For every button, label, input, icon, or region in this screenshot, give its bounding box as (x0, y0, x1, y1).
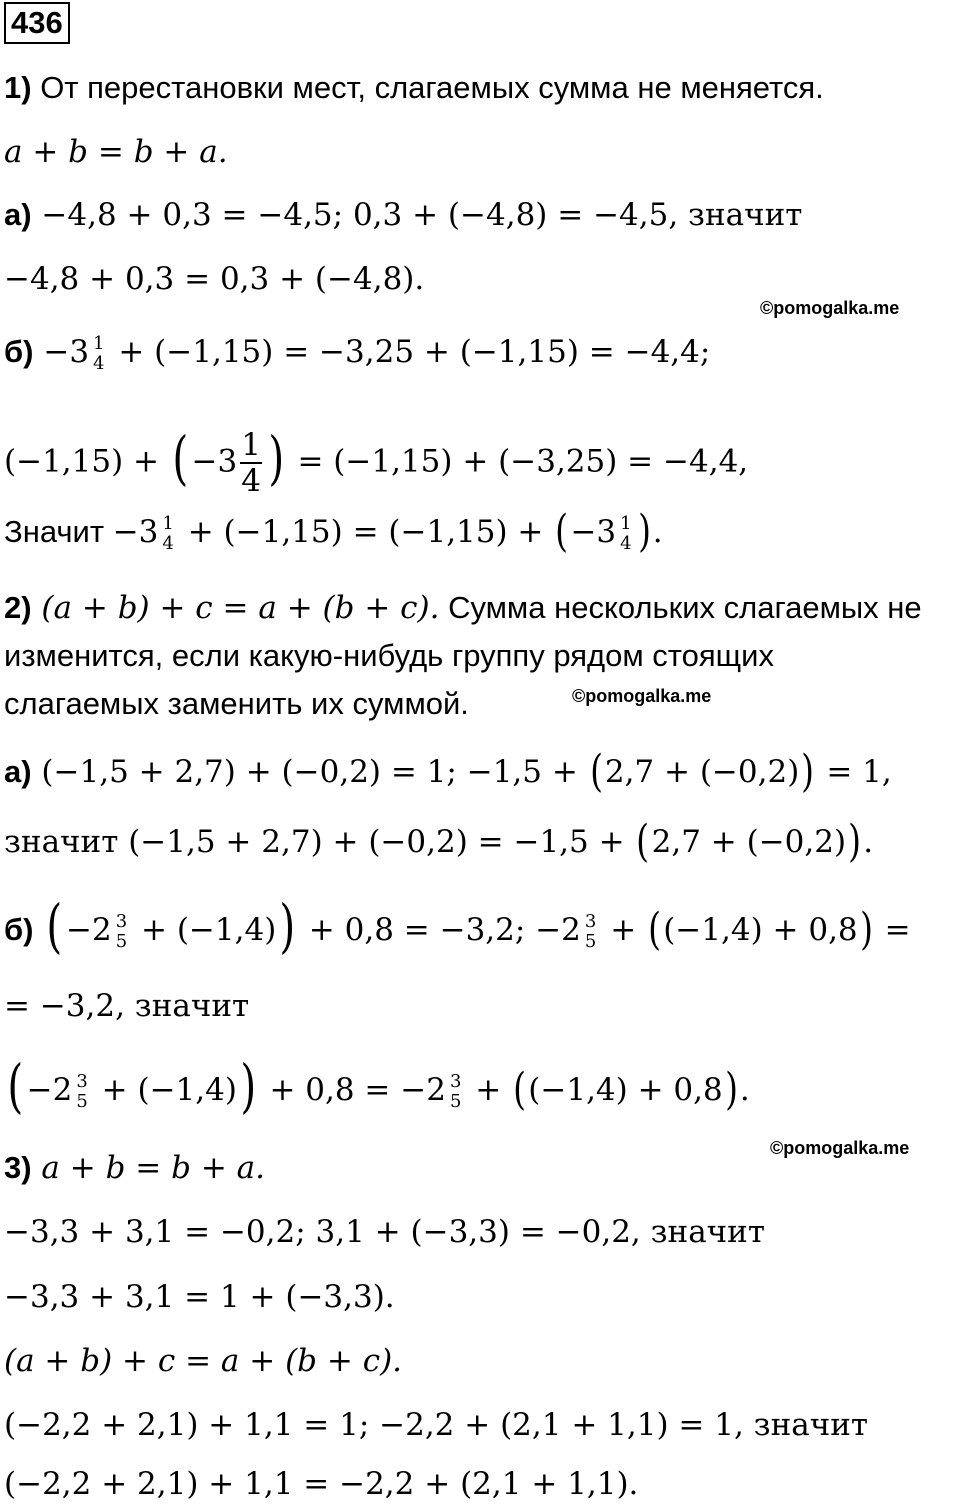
s2-a-line2 (4, 816, 874, 868)
mixed-whole: −3 (43, 334, 90, 370)
s2-b-l3-p3: + (465, 1072, 512, 1108)
mixed-number-3 (113, 512, 178, 554)
s2-law-line (4, 588, 922, 634)
paren-open: ( (172, 423, 189, 492)
s2-a-l2-p1: значит (−1,5 + 2,7) + (−0,2) = −1,5 + (4, 824, 635, 860)
s2-a-l1-p2: 2,7 + (−0,2) (604, 754, 800, 790)
numerator: 3 (449, 1070, 462, 1092)
s1-b-line3 (4, 506, 663, 558)
numerator: 3 (584, 910, 597, 932)
paren-close: ) (859, 904, 873, 955)
numerator: 1 (620, 512, 632, 534)
s2-b-line3 (4, 1052, 750, 1120)
s2-a-l1-p1: (−1,5 + 2,7) + (−0,2) = 1; −1,5 + (31, 754, 588, 790)
mixed-number-5 (66, 910, 131, 952)
paren-close: ) (724, 1064, 738, 1115)
s2-b-label: б) (4, 912, 34, 947)
paren-open: ( (46, 892, 63, 960)
s1-b-line2-tail: = (−1,15) + (−3,25) = −4,4, (287, 443, 749, 480)
s2-b-l1-p2: + 0,8 = −3,2; (298, 912, 536, 948)
fraction (584, 912, 597, 952)
s2-b-line1 (4, 892, 911, 960)
s2-b-l3-p1: + (−1,4) (91, 1072, 237, 1108)
s2-b-l3-end: . (739, 1072, 750, 1108)
s2-law: (a + b) + c = a + (b + c). (31, 590, 440, 626)
s1-b-line3-head: Значит (4, 514, 113, 549)
problem-number: 436 (4, 2, 70, 44)
watermark: ©pomogalka.me (760, 298, 900, 318)
mixed-whole: −2 (400, 1072, 446, 1108)
s1-a-line1 (4, 195, 802, 241)
mixed-number-2 (192, 428, 265, 498)
mixed-whole: −2 (535, 912, 581, 948)
denominator: 4 (241, 463, 261, 499)
paren-open: ( (589, 746, 603, 797)
s3-ex2-l1: (−2,2 + 2,1) + 1,1 = 1; −2,2 + (2,1 + 1,1) = 1, значит (4, 1407, 869, 1443)
denominator: 5 (584, 930, 597, 952)
s2-a-l1-p3: = 1, (816, 754, 892, 790)
s2-b-l3-p4: (−1,4) + 0,8 (528, 1072, 723, 1108)
mixed-number-7 (27, 1070, 92, 1112)
paren-open: ( (636, 816, 650, 867)
paren-close: ) (637, 506, 651, 557)
s1-b-line3-end: . (652, 514, 663, 550)
fraction (240, 428, 262, 498)
s1-a-label: а) (4, 197, 32, 232)
s2-b-l3-p2: + 0,8 = (259, 1072, 401, 1108)
s2-b-l1-p3: + (600, 912, 647, 948)
s3-law1: a + b = b + a. (31, 1150, 265, 1186)
s3-ex1-l2: −3,3 + 3,1 = 1 + (−3,3). (4, 1279, 395, 1315)
fraction (75, 1072, 88, 1112)
mixed-whole: −2 (26, 1072, 73, 1108)
s2-label: 2) (4, 590, 32, 625)
s3-ex2-l2: (−2,2 + 2,1) + 1,1 = −2,2 + (2,1 + 1,1). (4, 1466, 639, 1502)
s1-label: 1) (4, 70, 32, 105)
mixed-number-8 (400, 1070, 465, 1112)
mixed-number-1 (43, 332, 108, 374)
s1-law: a + b = b + a. (4, 134, 228, 170)
numerator: 1 (241, 427, 261, 463)
s2-b-l1-p4: (−1,4) + 0,8 (663, 912, 858, 948)
numerator: 1 (93, 332, 105, 354)
s2-b-l1-p5: = (874, 912, 911, 948)
fraction (92, 334, 105, 374)
fraction (161, 514, 174, 554)
denominator: 4 (162, 532, 174, 554)
s1-a-line2: −4,8 + 0,3 = 0,3 + (−4,8). (4, 261, 425, 297)
mixed-number-6 (535, 910, 600, 952)
mixed-whole: −2 (65, 912, 112, 948)
s3-ex1-l1: −3,3 + 3,1 = −0,2; 3,1 + (−3,3) = −0,2, значит (4, 1214, 765, 1250)
denominator: 5 (115, 930, 128, 952)
s2-a-l2-p3: . (863, 824, 874, 860)
denominator: 4 (93, 352, 105, 374)
denominator: 4 (620, 532, 632, 554)
s1-b-line1 (4, 332, 710, 378)
s3-law2: (a + b) + c = a + (b + c). (4, 1343, 403, 1379)
s1-b-label: б) (4, 334, 34, 369)
fraction (115, 912, 128, 952)
s2-a-l2-p2: 2,7 + (−0,2) (651, 824, 847, 860)
s1-b-line3-mid: + (−1,15) = (−1,15) + (177, 514, 554, 550)
s1-rule: От перестановки мест, слагаемых сумма не меняется. (31, 70, 824, 105)
s1-b-line1-tail: + (−1,15) = −3,25 + (−1,15) = −4,4; (108, 334, 711, 370)
s2-rule-l2: изменится, если какую-нибудь группу рядом стоящих (4, 638, 774, 673)
s2-a-line1 (4, 746, 892, 798)
mixed-whole: −3 (191, 443, 238, 480)
paren-open: ( (648, 904, 662, 955)
mixed-whole: −3 (570, 514, 617, 550)
s1-rule-line (4, 68, 824, 114)
watermark: ©pomogalka.me (572, 686, 712, 706)
fraction (619, 514, 632, 554)
s2-b-line2: = −3,2, значит (4, 988, 250, 1024)
mixed-whole: −3 (112, 514, 159, 550)
numerator: 1 (162, 512, 174, 534)
paren-open: ( (513, 1064, 527, 1115)
s3-law1-line (4, 1148, 265, 1194)
paren-close: ) (848, 816, 862, 867)
fraction (449, 1072, 462, 1112)
s3-label: 3) (4, 1150, 32, 1185)
s1-b-line2 (4, 423, 749, 499)
s1-b-line2-head: (−1,15) + (4, 443, 169, 480)
s2-b-l1-p1: + (−1,4) (131, 912, 277, 948)
paren-close: ) (279, 892, 296, 960)
paren-close: ) (268, 423, 285, 492)
paren-close: ) (801, 746, 815, 797)
paren-open: ( (7, 1052, 24, 1120)
denominator: 5 (76, 1090, 88, 1112)
s1-a-line1-text: −4,8 + 0,3 = −4,5; 0,3 + (−4,8) = −4,5, значит (31, 197, 803, 233)
s2-a-label: а) (4, 754, 32, 789)
paren-close: ) (240, 1052, 257, 1120)
mixed-number-4 (570, 512, 635, 554)
paren-open: ( (555, 506, 569, 557)
s2-rule-l1: Сумма нескольких слагаемых не (439, 590, 922, 625)
s2-rule-l3: слагаемых заменить их суммой. (4, 686, 469, 721)
watermark: ©pomogalka.me (770, 1138, 910, 1158)
numerator: 3 (76, 1070, 88, 1092)
numerator: 3 (115, 910, 128, 932)
denominator: 5 (449, 1090, 462, 1112)
